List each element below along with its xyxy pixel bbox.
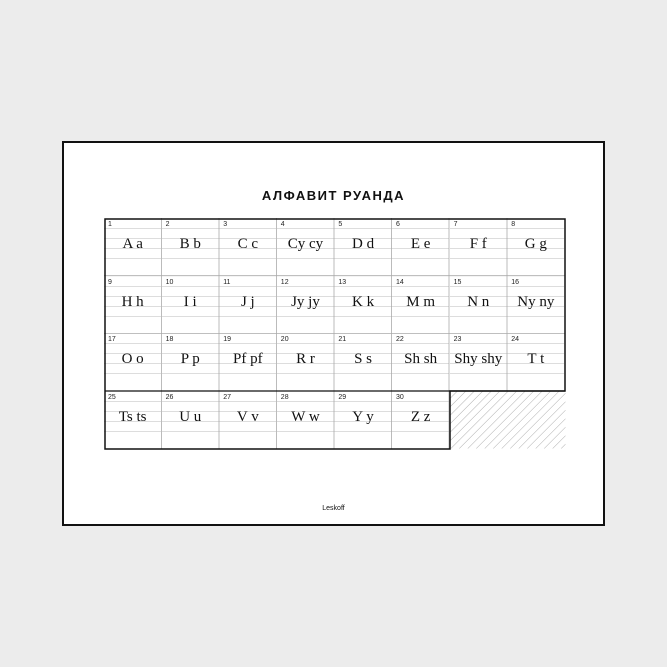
- letter-number: 21: [338, 336, 347, 344]
- letter-glyph: Ny ny: [517, 293, 555, 310]
- letter-number: 7: [453, 221, 458, 228]
- letter-glyph: J j: [240, 293, 255, 310]
- letter-glyph: Shy shy: [454, 351, 503, 368]
- alphabet-poster: [62, 141, 605, 526]
- letter-number: 17: [108, 336, 116, 344]
- letter-number: 10: [165, 278, 174, 286]
- letter-number: 18: [165, 336, 174, 344]
- letter-number: 12: [280, 278, 289, 286]
- letter-glyph: O o: [121, 351, 144, 368]
- brand-logo: Leskoff: [322, 505, 345, 512]
- letter-number: 4: [280, 221, 285, 228]
- alphabet-grid: [104, 218, 566, 450]
- letter-glyph: G g: [524, 236, 547, 252]
- grid-lines: [104, 218, 566, 450]
- letter-number: 16: [511, 278, 519, 286]
- letter-glyph: Sh sh: [404, 351, 438, 368]
- letter-glyph: T t: [527, 351, 545, 368]
- letter-glyph: E e: [410, 236, 431, 252]
- letter-number: 30: [396, 394, 404, 402]
- letter-glyph: D d: [351, 236, 375, 252]
- letter-number: 3: [223, 221, 228, 228]
- letter-glyph: I i: [183, 293, 197, 310]
- letter-glyph: B b: [179, 236, 201, 252]
- letter-glyph: Jy jy: [291, 293, 320, 310]
- letter-number: 29: [338, 394, 347, 402]
- letter-glyph: S s: [354, 351, 372, 368]
- letter-glyph: Ts ts: [118, 409, 147, 426]
- letter-glyph: A a: [122, 236, 143, 252]
- letter-glyph: W w: [291, 409, 320, 426]
- letter-number: 1: [108, 221, 112, 228]
- letter-number: 19: [223, 336, 231, 344]
- letter-number: 2: [165, 221, 170, 228]
- letter-glyph: V v: [236, 409, 259, 426]
- letter-number: 13: [338, 278, 347, 286]
- letter-glyph: Z z: [410, 409, 431, 426]
- letter-glyph: N n: [467, 293, 490, 310]
- letter-glyph: R r: [296, 351, 315, 368]
- letter-glyph: K k: [351, 293, 375, 310]
- letter-number: 25: [108, 394, 116, 402]
- letter-glyph: M m: [406, 293, 436, 310]
- letter-glyph: C c: [237, 236, 259, 252]
- letter-number: 20: [280, 336, 289, 344]
- letter-number: 8: [511, 221, 516, 228]
- letter-glyph: U u: [179, 409, 202, 426]
- letter-glyph: Cy cy: [287, 236, 324, 252]
- letter-number: 23: [453, 336, 462, 344]
- letter-glyph: H h: [121, 293, 144, 310]
- letter-number: 6: [396, 221, 400, 228]
- poster-title: АЛФАВИТ РУАНДА: [261, 188, 406, 203]
- letter-glyph: F f: [469, 236, 487, 252]
- letter-number: 22: [396, 336, 404, 344]
- letter-number: 11: [223, 278, 231, 286]
- letter-number: 28: [280, 394, 289, 402]
- letter-number: 9: [108, 278, 112, 286]
- letter-number: 27: [223, 394, 231, 402]
- letter-glyph: Pf pf: [233, 351, 263, 368]
- letter-number: 24: [511, 336, 519, 344]
- letter-number: 14: [396, 278, 404, 286]
- letter-glyph: P p: [180, 351, 200, 368]
- letter-number: 15: [453, 278, 462, 286]
- empty-hatched-area: [450, 391, 566, 449]
- letter-number: 26: [165, 394, 174, 402]
- letter-glyph: Y y: [352, 409, 374, 426]
- letter-number: 5: [338, 221, 343, 228]
